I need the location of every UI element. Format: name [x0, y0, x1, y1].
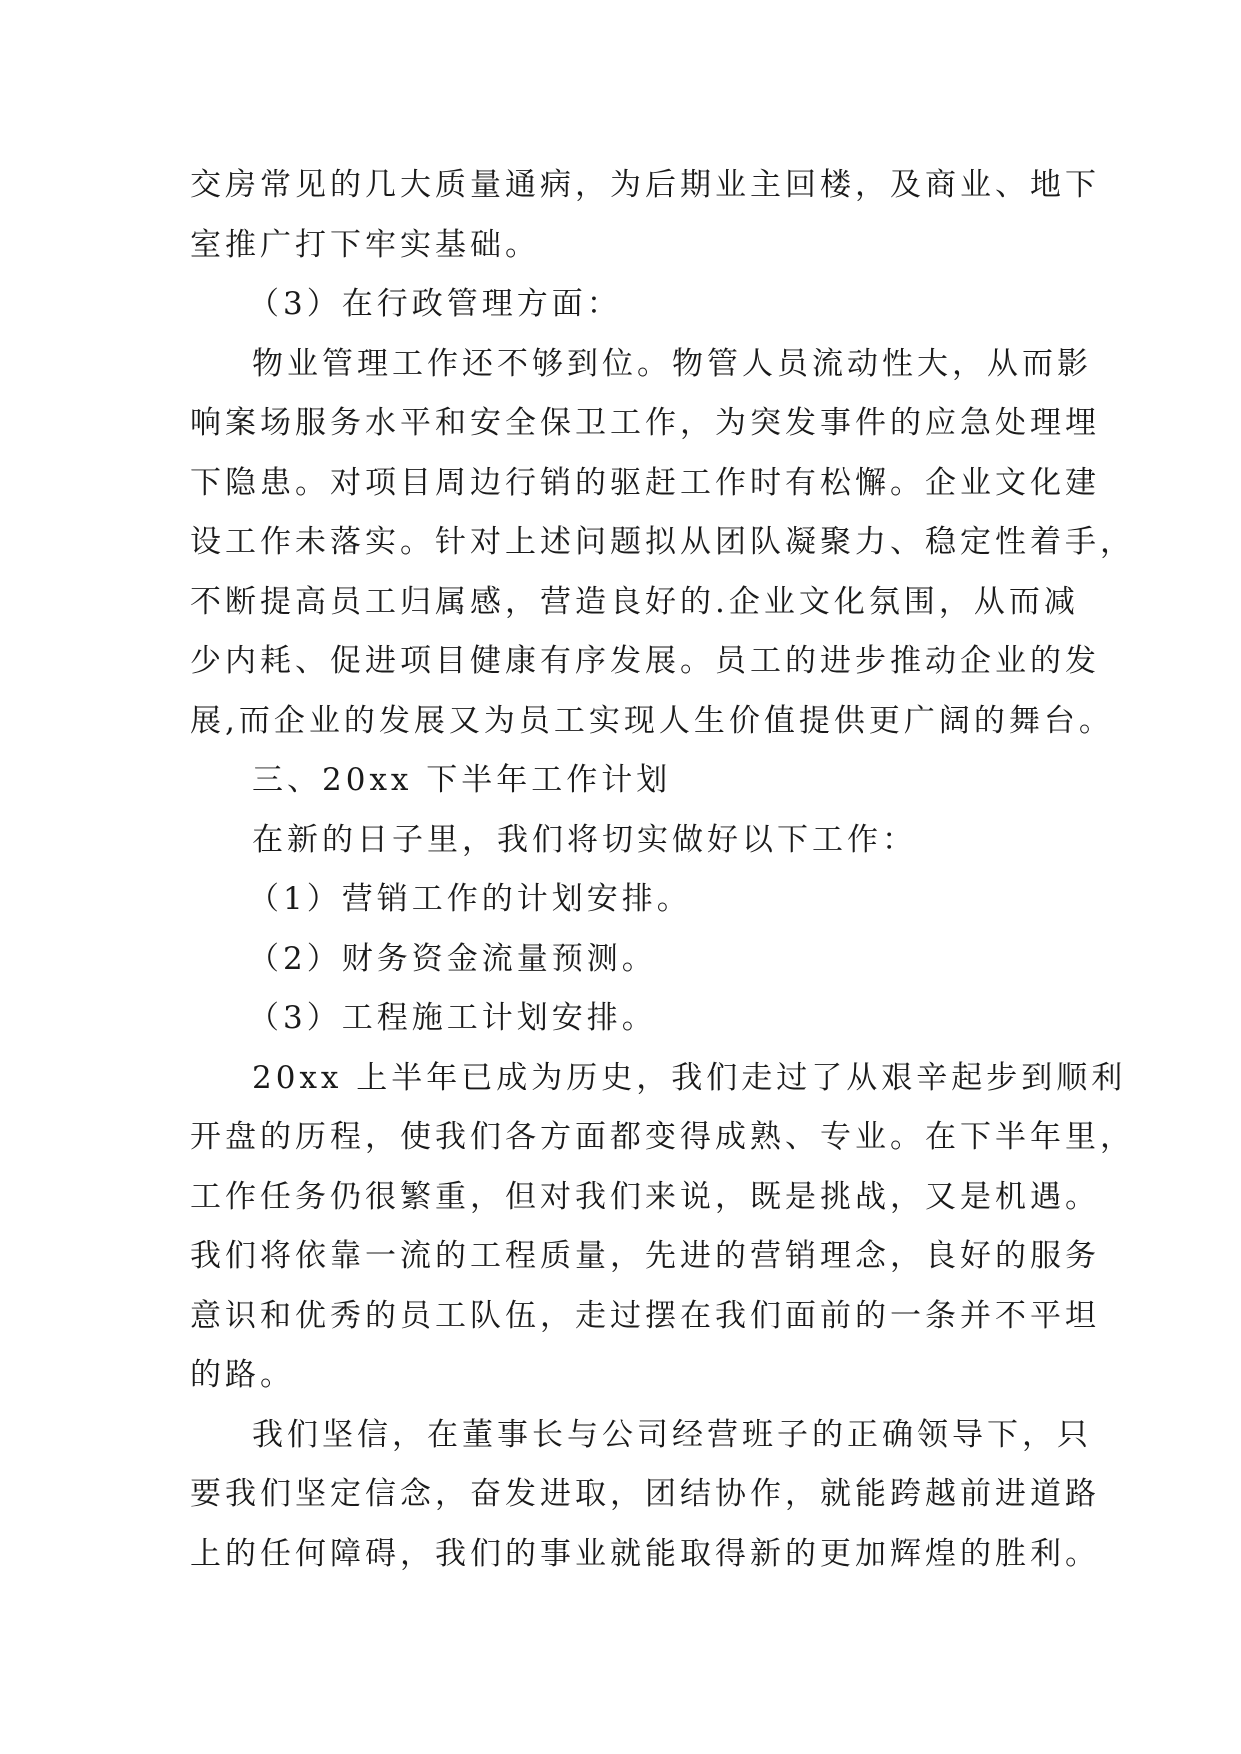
text-line: 下隐患。对项目周边行销的驱赶工作时有松懈。企业文化建: [190, 464, 1100, 501]
text-line: 室推广打下牢实基础。: [190, 226, 540, 263]
text-line: 的路。: [190, 1357, 295, 1393]
paragraph-start: 在新的日子里，我们将切实做好以下工作：: [252, 821, 917, 858]
list-item: （2）财务资金流量预测。: [248, 940, 657, 977]
text-line: 工作任务仍很繁重，但对我们来说，既是挑战，又是机遇。: [190, 1178, 1100, 1215]
text-line: 意识和优秀的员工队伍，走过摆在我们面前的一条并不平坦: [190, 1297, 1100, 1334]
document-body: [190, 156, 1135, 1584]
paragraph-start: 20xx 上半年已成为历史，我们走过了从艰辛起步到顺利: [252, 1059, 1127, 1096]
text-line: 响案场服务水平和安全保卫工作，为突发事件的应急处理埋: [190, 405, 1100, 441]
text-line: 上的任何障碍，我们的事业就能取得新的更加辉煌的胜利。: [190, 1535, 1100, 1572]
paragraph-start: 物业管理工作还不够到位。物管人员流动性大，从而影: [252, 345, 1092, 382]
section-heading: （3）在行政管理方面：: [248, 286, 622, 322]
paragraph-start: 我们坚信，在董事长与公司经营班子的正确领导下，只: [252, 1416, 1092, 1453]
text-line: 展,而企业的发展又为员工实现人生价值提供更广阔的舞台。: [190, 702, 1114, 739]
text-line: 要我们坚定信念，奋发进取，团结协作，就能跨越前进道路: [190, 1476, 1100, 1512]
text-line: 交房常见的几大质量通病，为后期业主回楼，及商业、地下: [190, 167, 1100, 203]
text-line: 不断提高员工归属感，营造良好的.企业文化氛围，从而减: [190, 583, 1079, 620]
list-item: （3）工程施工计划安排。: [248, 1000, 657, 1036]
list-item: （1）营销工作的计划安排。: [248, 881, 692, 917]
text-line: 开盘的历程，使我们各方面都变得成熟、专业。在下半年里，: [190, 1119, 1135, 1155]
text-line: 设工作未落实。针对上述问题拟从团队凝聚力、稳定性着手，: [190, 524, 1135, 560]
text-line: 少内耗、促进项目健康有序发展。员工的进步推动企业的发: [190, 643, 1100, 679]
section-heading: 三、20xx 下半年工作计划: [252, 762, 672, 798]
text-line: 我们将依靠一流的工程质量，先进的营销理念，良好的服务: [190, 1238, 1100, 1274]
